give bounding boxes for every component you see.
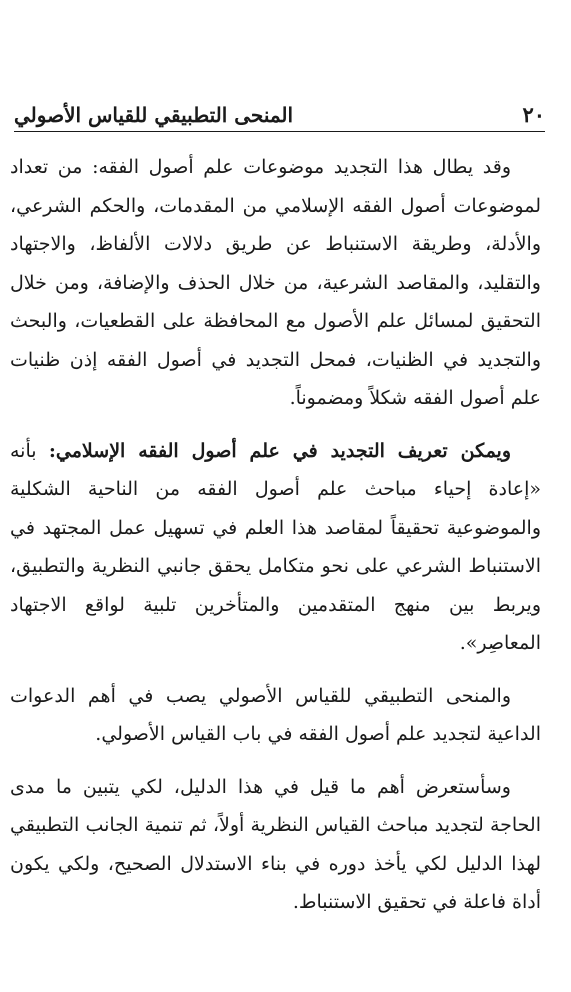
paragraph-2-lead: ويمكن تعريف التجديد في علم أصول الفقه الإسلامي: bbox=[48, 439, 512, 462]
paragraph-4 bbox=[10, 768, 541, 922]
paragraph-4-text: وسأستعرض أهم ما قيل في هذا الدليل، لكي يتبين ما مدى الحاجة لتجديد مباحث القياس النظرية أولاً، ثم تنمية الجانب التطبيقي لهذا الدليل لكي يأخذ دوره في بناء الاستدلال الصحيح، ولكي يكون أداة فاعلة في تحقيق الاستنباط. bbox=[10, 775, 541, 913]
running-header bbox=[14, 88, 545, 132]
paragraph-3 bbox=[10, 677, 541, 754]
paragraph-2 bbox=[10, 432, 541, 663]
body-text bbox=[10, 148, 541, 936]
paragraph-1 bbox=[10, 148, 541, 418]
paragraph-3-text: والمنحى التطبيقي للقياس الأصولي يصب في أهم الدعوات الداعية لتجديد علم أصول الفقه في باب القياس الأصولي. bbox=[10, 684, 541, 745]
page-number: ٢٠ bbox=[522, 102, 545, 127]
paragraph-2-text: بأنه «إعادة إحياء مباحث علم أصول الفقه من الناحية الشكلية والموضوعية تحقيقاً لمقاصد هذا العلم في تسهيل عمل المجتهد في الاستنباط الشرعي على نحو متكامل يحقق جانبي النظرية والتطبيق، ويربط بين منهج المتقدمين والمتأخرين تلبية لواقع الاجتهاد المعاصِر». bbox=[10, 439, 541, 654]
paragraph-1-text: وقد يطال هذا التجديد موضوعات علم أصول الفقه: من تعداد لموضوعات أصول الفقه الإسلامي من المقدمات، والحكم الشرعي، والأدلة، وطريقة الاستنباط عن طريق دلالات الألفاظ، والاجتهاد والتقليد، والمقاصد الشرعية، من خلال الحذف والإضافة، ومن خلال التحقيق لمسائل علم الأصول مع المحافظة على القطعيات، والبحث والتجديد في الظنيات، فمحل التجديد في أصول الفقه إذن ظنيات علم أصول الفقه شكلاً ومضموناً. bbox=[10, 156, 541, 409]
running-header-title: المنحى التطبيقي للقياس الأصولي bbox=[14, 103, 294, 127]
